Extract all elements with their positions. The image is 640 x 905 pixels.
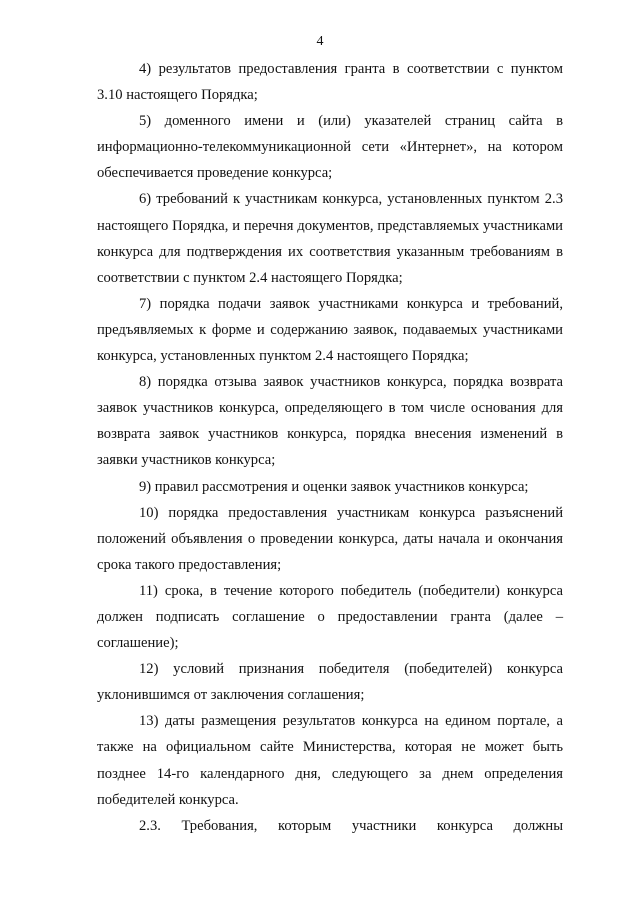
paragraph-item-13: 13) даты размещения результатов конкурса на едином портале, а также на официальном сайте Министерства, которая не может быть позднее 14-го календарного дня, следующего за днем определения победителей конкурса. [97,713,563,808]
document-body [97,56,563,839]
paragraph-item-11: 11) срока, в течение которого победитель (победители) конкурса должен подписать соглашение о предоставлении гранта (далее – соглашение); [97,582,563,652]
paragraph-item-5: 5) доменного имени и (или) указателей страниц сайта в информационно-телекоммуникационной сети «Интернет», на котором обеспечивается проведение конкурса; [97,113,563,182]
paragraph-item-4: 4) результатов предоставления гранта в соответствии с пунктом 3.10 настоящего Порядка; [97,61,563,104]
section-2-3-heading: 2.3. Требования, которым участники конкурса должны [139,817,563,834]
page-number: 4 [316,34,324,49]
paragraph-item-6: 6) требований к участникам конкурса, установленных пунктом 2.3 настоящего Порядка, и перечня документов, представляемых участниками конкурса для подтверждения их соответствия указанным требованиям в соответствии с пунктом 2.4 настоящего Порядка; [97,191,563,286]
paragraph-item-9: 9) правил рассмотрения и оценки заявок участников конкурса; [139,478,529,495]
paragraph-item-7: 7) порядка подачи заявок участниками конкурса и требований, предъявляемых к форме и содержанию заявок, подаваемых участниками конкурса, установленных пунктом 2.4 настоящего Порядка; [97,295,563,365]
paragraph-item-8: 8) порядка отзыва заявок участников конкурса, порядка возврата заявок участников конкурса, определяющего в том числе основания для возврата заявок участников конкурса, порядка внесения изменений в заявки участников конкурса; [97,374,563,469]
paragraph-item-12: 12) условий признания победителя (победителей) конкурса уклонившимся от заключения соглашения; [97,661,563,704]
paragraph-item-10: 10) порядка предоставления участникам конкурса разъяснений положений объявления о проведении конкурса, даты начала и окончания срока такого предоставления; [97,504,563,573]
